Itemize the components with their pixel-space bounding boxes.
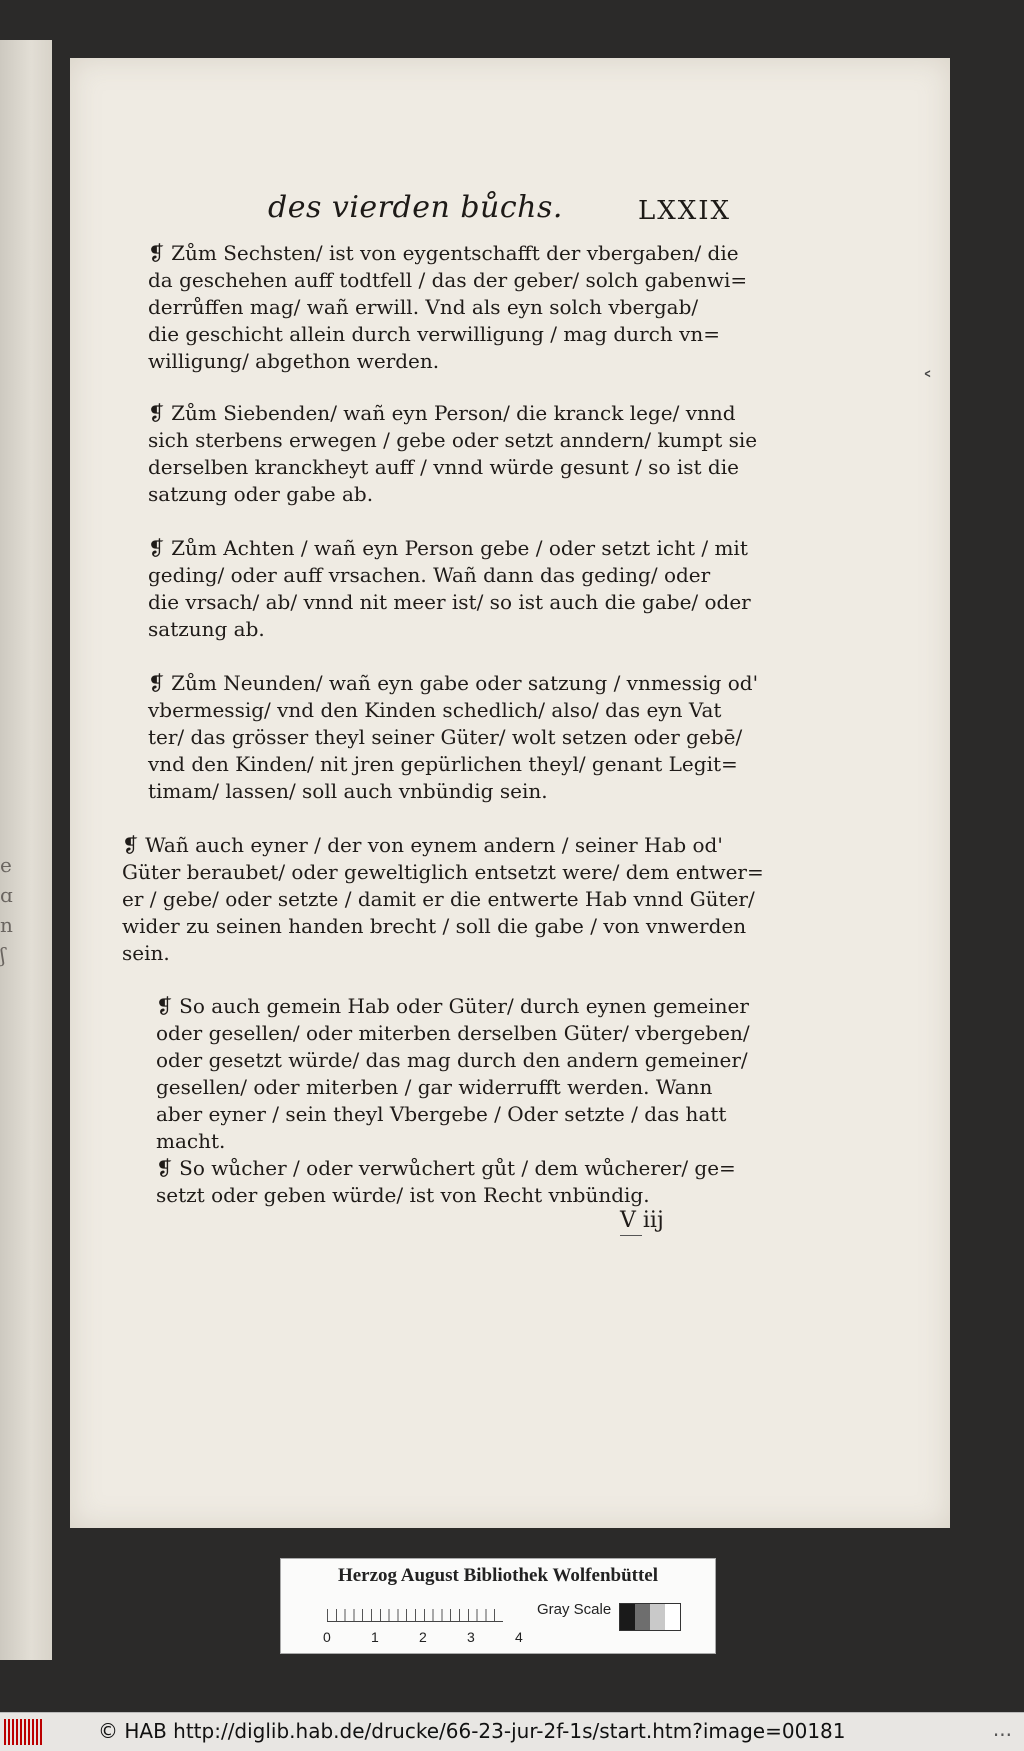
paragraph-2: [148, 400, 757, 508]
text-line: macht.: [156, 1129, 226, 1153]
running-head: des vierden bůchs.: [268, 190, 563, 225]
text-line: sich sterbens erwegen / gebe oder setzt anndern/ kumpt sie: [148, 428, 758, 452]
scale-number: 0: [323, 1629, 331, 1645]
text-line: ❡ So auch gemein Hab oder Güter/ durch eynen gemeiner: [156, 994, 749, 1018]
text-line: vnd den Kinden/ nit jren gepürlichen theyl/ genant Legit=: [148, 752, 738, 776]
margin-mark: ˂: [922, 370, 933, 395]
text-line: vbermessig/ vnd den Kinden schedlich/ also/ das eyn Vat: [148, 698, 722, 722]
text-line: die vrsach/ ab/ vnnd nit meer ist/ so ist auch die gabe/ oder: [148, 590, 751, 614]
text-line: Güter beraubet/ oder geweltiglich entsetzt were/ dem entwer=: [122, 860, 764, 884]
swatch-white: [665, 1604, 680, 1630]
gray-scale-label: Gray Scale: [537, 1601, 612, 1618]
more-icon[interactable]: ...: [992, 1717, 1012, 1741]
paragraph-1: [148, 240, 747, 375]
signature-rule: [620, 1235, 642, 1236]
text-line: da geschehen auff todtfell / das der geber/ solch gabenwi=: [148, 268, 748, 292]
scale-number: 1: [371, 1629, 379, 1645]
text-line: satzung ab.: [148, 617, 265, 641]
hab-logo-icon[interactable]: [4, 1719, 44, 1745]
swatch-black: [620, 1604, 635, 1630]
swatch-light-gray: [650, 1604, 665, 1630]
gray-scale-swatches: [619, 1603, 681, 1631]
library-name: Herzog August Bibliothek Wolfenbüttel: [337, 1565, 659, 1586]
text-line: oder gesellen/ oder miterben derselben Güter/ vbergeben/: [156, 1021, 750, 1045]
text-line: ❡ Wañ auch eyner / der von eynem andern / seiner Hab od': [122, 833, 723, 857]
text-line: willigung/ abgethon werden.: [148, 349, 440, 373]
text-line: geding/ oder auff vrsachen. Wañ dann das geding/ oder: [148, 563, 711, 587]
text-line: derrůffen mag/ wañ erwill. Vnd als eyn solch vbergab/: [148, 295, 699, 319]
paragraph-6: [156, 993, 750, 1155]
text-line: satzung oder gabe ab.: [148, 482, 374, 506]
facing-page-fragments: e ɑ n ʃ: [0, 853, 13, 967]
folio-number: LXXIX: [638, 196, 732, 226]
scale-number: 4: [515, 1629, 523, 1645]
text-line: ❡ Zům Neunden/ wañ eyn gabe oder satzung / vnmessig od': [148, 671, 759, 695]
scale-number: 3: [467, 1629, 475, 1645]
signature-text: V iij: [620, 1208, 664, 1233]
text-line: setzt oder geben würde/ ist von Recht vnbündig.: [156, 1183, 650, 1207]
paragraph-7: [156, 1155, 736, 1209]
text-line: sein.: [122, 941, 170, 965]
text-line: ter/ das grösser theyl seiner Güter/ wolt setzen oder gebē/: [148, 725, 743, 749]
paragraph-4: [148, 670, 758, 805]
paragraph-3: [148, 535, 751, 643]
text-line: oder gesetzt würde/ das mag durch den andern gemeiner/: [156, 1048, 748, 1072]
scale-ruler: [327, 1599, 503, 1622]
reference-card: [280, 1558, 716, 1654]
paragraph-5: [122, 832, 764, 967]
swatch-dark-gray: [635, 1604, 650, 1630]
copyright-url[interactable]: © HAB http://diglib.hab.de/drucke/66-23-jur-2f-1s/start.htm?image=00181: [98, 1719, 846, 1743]
text-line: ❡ Zům Sechsten/ ist von eygentschafft der vbergaben/ die: [148, 241, 739, 265]
text-line: die geschicht allein durch verwilligung / mag durch vn=: [148, 322, 721, 346]
text-line: gesellen/ oder miterben / gar widerrufft werden. Wann: [156, 1075, 713, 1099]
text-line: aber eyner / sein theyl Vbergebe / Oder setzte / das hatt: [156, 1102, 727, 1126]
text-line: derselben kranckheyt auff / vnnd würde gesunt / so ist die: [148, 455, 739, 479]
text-line: timam/ lassen/ soll auch vnbündig sein.: [148, 779, 548, 803]
signature-mark: [620, 1208, 664, 1236]
text-line: ❡ Zům Siebenden/ wañ eyn Person/ die kranck lege/ vnnd: [148, 401, 736, 425]
text-line: ❡ Zům Achten / wañ eyn Person gebe / oder setzt icht / mit: [148, 536, 748, 560]
scale-number: 2: [419, 1629, 427, 1645]
footer-bar: [0, 1712, 1024, 1751]
text-line: ❡ So wůcher / oder verwůchert gůt / dem wůcherer/ ge=: [156, 1156, 736, 1180]
text-line: er / gebe/ oder setzte / damit er die entwerte Hab vnnd Güter/: [122, 887, 755, 911]
text-line: wider zu seinen handen brecht / soll die gabe / von vnwerden: [122, 914, 747, 938]
